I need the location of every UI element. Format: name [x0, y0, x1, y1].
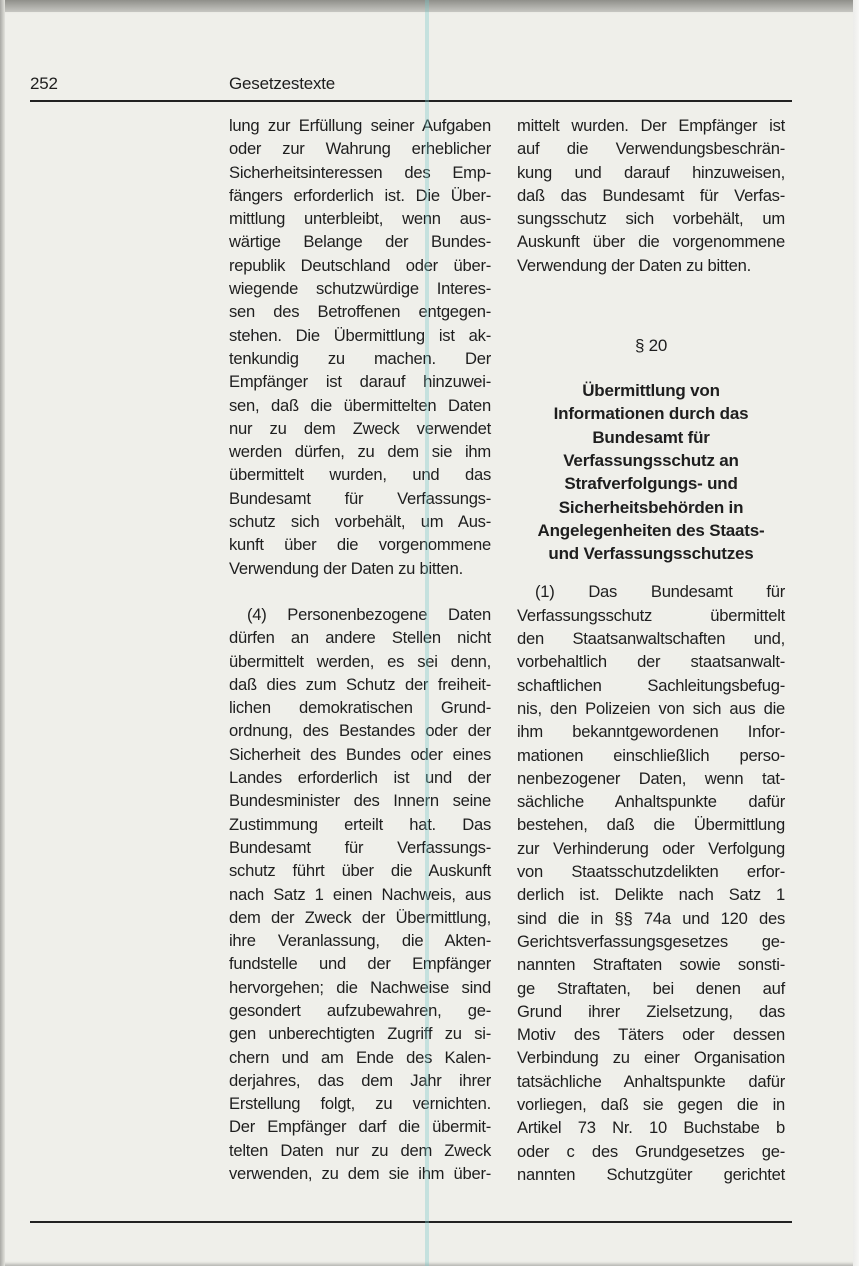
paragraph-1: [517, 580, 785, 1186]
text-line: tenkundig zu machen. Der: [229, 348, 491, 368]
text-line: den Staatsanwaltschaften und,: [517, 629, 785, 649]
text-line: chern und am Ende des Kalen-: [229, 1047, 491, 1067]
text-line: (1) Das Bundesamt für: [535, 582, 785, 602]
text-line: Gerichtsverfassungsgesetzes ge-: [517, 931, 785, 951]
text-line: Empfänger ist darauf hinzuwei-: [229, 372, 491, 392]
left-column: [229, 114, 491, 1185]
section-title-line: Angelegenheiten des Staats-: [537, 520, 765, 540]
text-line: Verwendung der Daten zu bitten.: [517, 255, 751, 275]
right-column: [517, 114, 785, 1186]
section-title-line: und Verfassungsschutzes: [548, 544, 754, 564]
scan-gutter-line: [425, 0, 429, 1266]
text-line: Landes erforderlich ist und der: [229, 768, 491, 788]
text-line: kung und darauf hinzuweisen,: [517, 162, 785, 182]
text-line: werden dürfen, zu dem sie ihm: [229, 442, 491, 462]
text-line: kunft über die vorgenommene: [229, 535, 491, 555]
paragraph-gap: [229, 580, 491, 603]
text-line: derlich ist. Delikte nach Satz 1: [517, 885, 785, 905]
text-line: telten Daten nur zu dem Zweck: [229, 1140, 491, 1160]
page-number: 252: [30, 74, 58, 93]
text-line: Bundesamt für Verfassungs-: [229, 488, 491, 508]
text-line: sind die in §§ 74a und 120 des: [517, 908, 785, 928]
text-line: sungsschutz sich vorbehält, um: [517, 209, 785, 229]
text-line: nenbezogener Daten, wenn tat-: [517, 768, 785, 788]
section-title-line: Bundesamt für: [592, 427, 710, 447]
section-title-line: Informationen durch das: [553, 404, 749, 424]
text-line: Sicherheitsinteressen des Emp-: [229, 162, 491, 182]
text-line: schaftlichen Sachleitungsbefug-: [517, 675, 785, 695]
text-line: ihre Veranlassung, die Akten-: [229, 931, 491, 951]
text-line: lichen demokratischen Grund-: [229, 698, 491, 718]
text-line: sächliche Anhaltspunkte dafür: [517, 792, 785, 812]
text-line: Auskunft über die vorgenommene: [517, 232, 785, 252]
text-line: Bundesamt für Verfassungs-: [229, 837, 491, 857]
page-left-shadow: [0, 0, 5, 1266]
text-line: nis, den Polizeien von sich aus die: [517, 698, 785, 718]
section-title-line: Übermittlung von: [582, 381, 720, 401]
text-line: Motiv des Täters oder dessen: [517, 1025, 785, 1045]
text-line: übermittelt wurden, und das: [229, 465, 491, 485]
text-line: vorbehaltlich der staatsanwalt-: [517, 652, 785, 672]
text-line: sen, daß die übermittelten Daten: [229, 395, 491, 415]
text-line: tatsächliche Anhaltspunkte dafür: [517, 1071, 785, 1091]
text-line: derjahres, das dem Jahr ihrer: [229, 1070, 491, 1090]
text-line: Verfassungsschutz übermittelt: [517, 605, 785, 625]
text-line: schutz sich vorbehält, um Aus-: [229, 512, 491, 532]
section-title: [517, 379, 785, 565]
paragraph-4: [229, 603, 491, 1185]
section-title-line: Sicherheitsbehörden in: [558, 497, 744, 517]
text-line: gen unberechtigten Zugriff zu si-: [229, 1024, 491, 1044]
text-line: Bundesminister des Innern seine: [229, 791, 491, 811]
text-line: hervorgehen; die Nachweise sind: [229, 977, 491, 997]
text-line: ihm bekanntgewordenen Infor-: [517, 722, 785, 742]
text-line: mittelt wurden. Der Empfänger ist: [517, 116, 785, 135]
text-line: Erstellung folgt, zu vernichten.: [229, 1094, 491, 1114]
text-line: wärtige Belange der Bundes-: [229, 232, 491, 252]
text-line: auf die Verwendungsbeschrän-: [517, 139, 785, 159]
text-line: (4) Personenbezogene Daten: [247, 604, 491, 624]
text-line: ge Straftaten, bei denen auf: [517, 978, 785, 998]
section-title-line: Verfassungsschutz an: [563, 450, 739, 470]
text-line: Zustimmung erteilt hat. Das: [229, 814, 491, 834]
text-line: verwenden, zu dem sie ihm über-: [229, 1164, 491, 1184]
text-line: nur zu dem Zweck verwendet: [229, 418, 491, 438]
page-header: [30, 74, 792, 100]
text-line: nach Satz 1 einen Nachweis, aus: [229, 884, 491, 904]
text-line: daß das Bundesamt für Verfas-: [517, 185, 785, 205]
text-line: dem der Zweck der Übermittlung,: [229, 907, 491, 927]
section-number: § 20: [634, 336, 668, 356]
page-right-edge: [853, 0, 859, 1266]
header-rule: [30, 100, 792, 102]
text-line: nannten Schutzgüter gerichtet: [517, 1164, 785, 1184]
text-line: mittlung unterbleibt, wenn aus-: [229, 209, 491, 229]
text-line: mationen einschließlich perso-: [517, 745, 785, 765]
text-line: Verwendung der Daten zu bitten.: [229, 558, 463, 578]
text-line: fängers erforderlich ist. Die Über-: [229, 185, 491, 205]
text-line: gesondert aufzubewahren, ge-: [229, 1000, 491, 1020]
text-line: lung zur Erfüllung seiner Aufgaben: [229, 116, 491, 135]
text-line: zur Verhinderung oder Verfolgung: [517, 838, 785, 858]
paragraph-3-continuation: [229, 114, 491, 580]
text-line: Artikel 73 Nr. 10 Buchstabe b: [517, 1118, 785, 1138]
text-line: Sicherheit des Bundes oder eines: [229, 744, 491, 764]
section-title-line: Strafverfolgungs- und: [564, 474, 738, 494]
text-line: oder zur Wahrung erheblicher: [229, 139, 491, 159]
paragraph-continuation: [517, 114, 785, 277]
text-line: vorliegen, daß sie gegen die in: [517, 1094, 785, 1114]
text-line: dürfen an andere Stellen nicht: [229, 628, 491, 648]
text-line: stehen. Die Übermittlung ist ak-: [229, 325, 491, 345]
text-line: wiegende schutzwürdige Interes-: [229, 279, 491, 299]
text-line: übermittelt werden, es sei denn,: [229, 651, 491, 671]
text-line: ordnung, des Bestandes oder der: [229, 721, 491, 741]
text-line: Der Empfänger darf die übermit-: [229, 1117, 491, 1137]
footer-rule: [30, 1221, 792, 1223]
text-line: schutz führt über die Auskunft: [229, 861, 491, 881]
text-line: republik Deutschland oder über-: [229, 255, 491, 275]
text-line: von Staatsschutzdelikten erfor-: [517, 862, 785, 882]
text-line: fundstelle und der Empfänger: [229, 954, 491, 974]
running-title: Gesetzestexte: [229, 74, 336, 93]
text-line: nannten Straftaten sowie sonsti-: [517, 955, 785, 975]
text-line: sen des Betroffenen entgegen-: [229, 302, 491, 322]
text-line: Grund ihrer Zielsetzung, das: [517, 1001, 785, 1021]
text-line: daß dies zum Schutz der freiheit-: [229, 674, 491, 694]
text-line: oder c des Grundgesetzes ge-: [517, 1141, 785, 1161]
text-line: Verbindung zu einer Organisation: [517, 1048, 785, 1068]
text-line: bestehen, daß die Übermittlung: [517, 815, 785, 835]
